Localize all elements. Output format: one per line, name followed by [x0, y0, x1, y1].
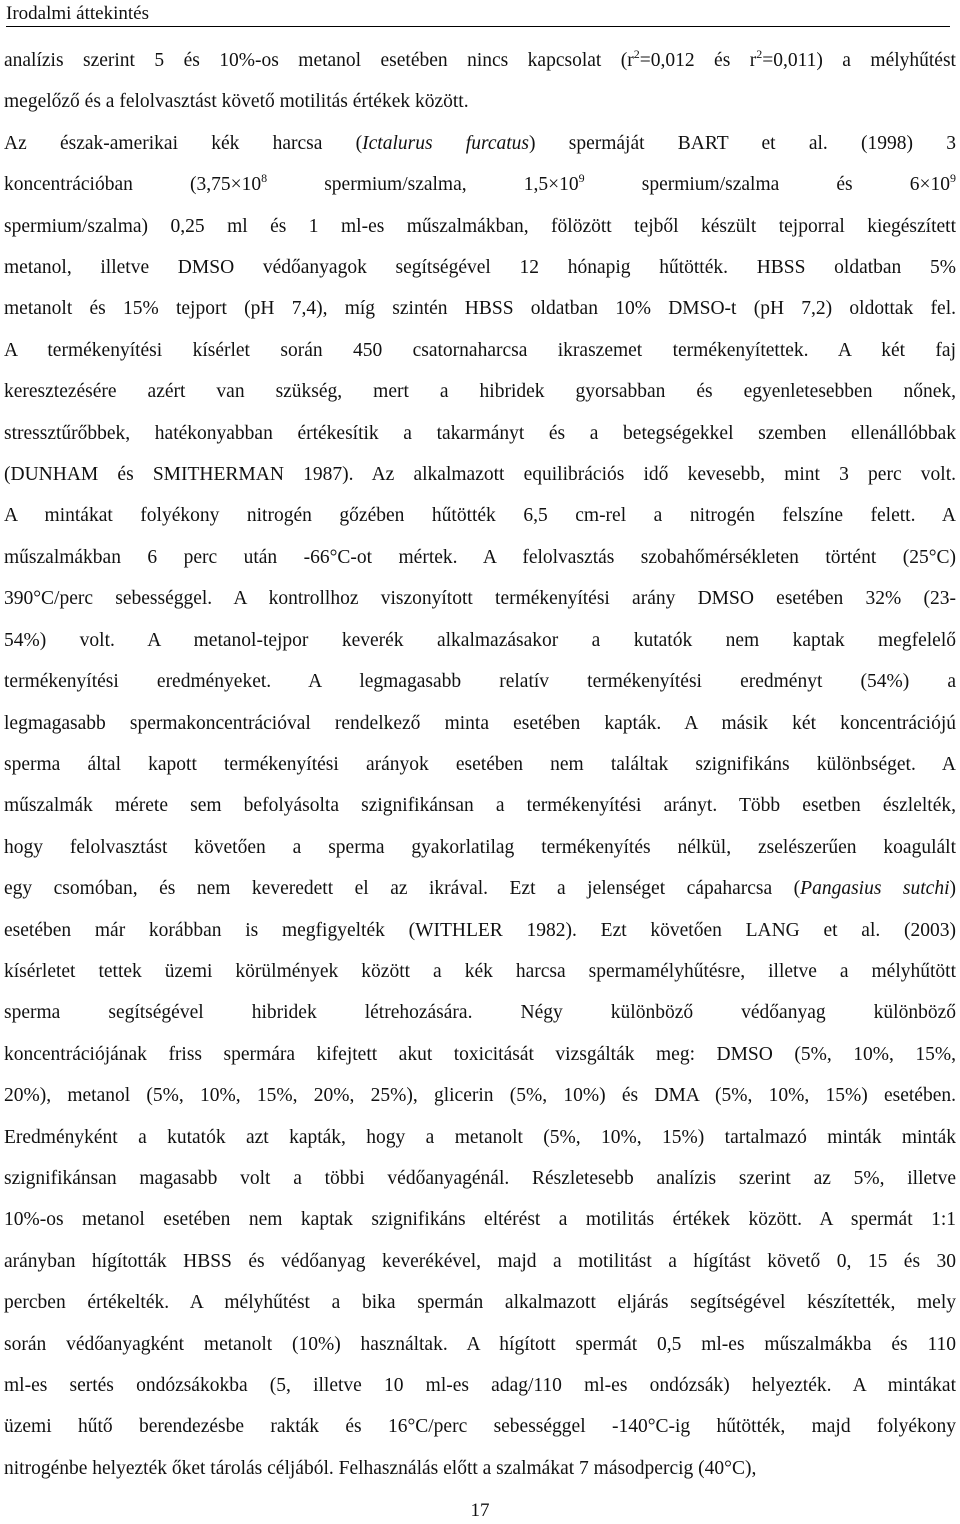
- text-line: [4, 164, 956, 205]
- text-line: [4, 1406, 956, 1447]
- text-line: [4, 992, 956, 1033]
- text-run: ml-es sertés ondózsákokba (5, illetve 10 ml-es adag/110 ml-es ondózsák) helyezték. A mintákat: [4, 1375, 956, 1396]
- text-run: szignifikánsan magasabb volt a többi védőanyagénál. Részletesebb analízis szerint az 5%, illetve: [4, 1167, 956, 1189]
- body-text: [4, 40, 956, 1489]
- text-line: [4, 40, 956, 81]
- paragraph: [4, 40, 956, 123]
- text-line: [4, 1075, 956, 1116]
- text-run: koncentrációjának friss spermára kifejtett akut toxicitását vizsgálták meg: DMSO (5%, 10%, 15%,: [4, 1043, 956, 1065]
- text-run: koncentrációban (3,75×10: [4, 174, 262, 196]
- text-run: 20%), metanol (5%, 10%, 15%, 20%, 25%), glicerin (5%, 10%) és DMA (5%, 10%, 15%) esetében.: [4, 1085, 956, 1107]
- text-line: [4, 661, 956, 702]
- superscript: 2: [756, 47, 763, 61]
- text-line: [4, 123, 956, 164]
- text-line: [4, 1199, 956, 1240]
- text-run: 54%) volt. A metanol-tejpor keverék alkalmazásakor a kutatók nem kaptak megfelelő: [4, 629, 956, 651]
- text-run: hogy felolvasztást követően a sperma gyakorlatilag termékenyítés nélkül, zselészerűen koagulált: [4, 836, 956, 858]
- text-run: sperma segítségével hibridek létrehozására. Négy különböző védőanyag különböző: [4, 1002, 956, 1024]
- text-line: [4, 703, 956, 744]
- text-line: [4, 827, 956, 868]
- text-run: kísérletet tettek üzemi körülmények között a kék harcsa spermamélyhűtésre, illetve a mélyhűtött: [4, 960, 956, 982]
- text-line: [4, 785, 956, 826]
- text-run: ): [949, 878, 956, 900]
- text-run: ) spermáját BART et al. (1998) 3: [529, 132, 956, 154]
- text-run: =0,011) a mélyhűtést: [762, 50, 956, 71]
- text-line: [4, 330, 956, 371]
- text-line: [4, 910, 956, 951]
- superscript: 8: [261, 171, 268, 186]
- text-line: [4, 1158, 956, 1199]
- text-run: egy csomóban, és nem keveredett el az ikrával. Ezt a jelenséget cápaharcsa (: [4, 878, 801, 900]
- text-line: [4, 1365, 956, 1406]
- text-run: A termékenyítési kísérlet során 450 csatornaharcsa ikraszemet termékenyítettek. A két faj: [4, 339, 956, 361]
- text-line: [4, 1324, 956, 1365]
- text-line: [4, 288, 956, 329]
- text-run: nitrogénbe helyezték őket tárolás céljából. Felhasználás előtt a szalmákat 7 másodpercig (40°C),: [4, 1457, 757, 1479]
- text-run: spermium/szalma) 0,25 ml és 1 ml-es műszalmákban, fölözött tejből készült tejporral kiegészített: [4, 215, 956, 237]
- text-line: [4, 454, 956, 495]
- text-run: spermium/szalma és 6×10: [584, 174, 950, 196]
- text-line: [4, 537, 956, 578]
- text-run: metanol, illetve DMSO védőanyagok segítségével 12 hónapig hűtötték. HBSS oldatban 5%: [4, 257, 956, 279]
- text-run: Eredményként a kutatók azt kapták, hogy a metanolt (5%, 10%, 15%) tartalmazó minták minták: [4, 1126, 956, 1148]
- text-line: [4, 1241, 956, 1282]
- text-run: stressztűrőbbek, hatékonyabban értékesítik a takarmányt és a betegségekkel szemben ellenállóbbak: [4, 422, 956, 444]
- text-run: műszalmákban 6 perc után -66°C-ot mértek. A felolvasztás szobahőmérsékleten történt (25°C): [4, 546, 956, 568]
- text-run: 10%-os metanol esetében nem kaptak szignifikáns eltérést a motilitás értékek között. A spermát 1:1: [4, 1209, 956, 1231]
- text-run: analízis szerint 5 és 10%-os metanol esetében nincs kapcsolat (r: [4, 50, 634, 71]
- text-line: [4, 371, 956, 412]
- text-line: [4, 744, 956, 785]
- italic-species-name: Pangasius sutchi: [800, 878, 950, 900]
- text-line: [4, 1282, 956, 1323]
- text-line: [4, 206, 956, 247]
- italic-species-name: Ictalurus furcatus: [362, 132, 530, 154]
- text-run: Az észak-amerikai kék harcsa (: [4, 132, 363, 154]
- text-line: [4, 578, 956, 619]
- text-run: legmagasabb spermakoncentrációval rendelkező minta esetében kapták. A másik két koncentrációjú: [4, 712, 956, 734]
- text-line: [4, 1448, 956, 1489]
- header-title: Irodalmi áttekintés: [6, 3, 149, 24]
- page-number: 17: [470, 1500, 490, 1521]
- text-run: során védőanyagként metanolt (10%) használtak. A hígított spermát 0,5 ml-es műszalmákba és 110: [4, 1333, 956, 1355]
- text-run: keresztezésére azért van szükség, mert a hibridek gyorsabban és egyenletesebben nőnek,: [4, 381, 956, 403]
- text-run: műszalmák mérete sem befolyásolta szignifikánsan a termékenyítési arányt. Több esetben észlelték,: [4, 795, 956, 817]
- text-run: 390°C/perc sebességgel. A kontrollhoz viszonyított termékenyítési arány DMSO esetében 32% (23-: [4, 588, 956, 610]
- superscript: 9: [950, 171, 956, 186]
- text-line: [4, 620, 956, 661]
- superscript: 2: [633, 47, 640, 61]
- text-line: [4, 247, 956, 288]
- text-line: [4, 868, 956, 909]
- text-line: [4, 951, 956, 992]
- text-run: termékenyítési eredményeket. A legmagasabb relatív termékenyítési eredményt (54%) a: [4, 671, 956, 693]
- text-run: (DUNHAM és SMITHERMAN 1987). Az alkalmazott equilibrációs idő kevesebb, mint 3 perc volt.: [4, 464, 956, 486]
- text-line: [4, 413, 956, 454]
- text-run: =0,012 és r: [639, 50, 757, 71]
- text-line: [4, 81, 956, 122]
- text-line: [4, 1034, 956, 1075]
- text-run: arányban hígították HBSS és védőanyag keverékével, majd a motilitást a hígítást követő 0, 15 és 30: [4, 1250, 956, 1272]
- text-run: metanolt és 15% tejport (pH 7,4), míg szintén HBSS oldatban 10% DMSO-t (pH 7,2) oldottak fel.: [4, 298, 956, 320]
- running-header: [6, 2, 950, 27]
- text-run: sperma által kapott termékenyítési arányok esetében nem találtak szignifikáns különbséget. A: [4, 753, 956, 775]
- text-run: esetében már korábban is megfigyelték (WITHLER 1982). Ezt követően LANG et al. (2003): [4, 919, 956, 941]
- text-line: [4, 1117, 956, 1158]
- superscript: 9: [578, 171, 585, 186]
- text-run: A mintákat folyékony nitrogén gőzében hűtötték 6,5 cm-rel a nitrogén felszíne felett. A: [4, 505, 956, 527]
- text-run: üzemi hűtő berendezésbe rakták és 16°C/perc sebességgel -140°C-ig hűtötték, majd folyékony: [4, 1416, 956, 1438]
- text-run: megelőző és a felolvasztást követő motilitás értékek között.: [4, 91, 469, 113]
- text-line: [4, 495, 956, 536]
- paragraph: [4, 123, 956, 1489]
- text-run: percben értékelték. A mélyhűtést a bika spermán alkalmazott eljárás segítségével készítették, mely: [4, 1292, 956, 1314]
- text-run: spermium/szalma, 1,5×10: [267, 174, 579, 196]
